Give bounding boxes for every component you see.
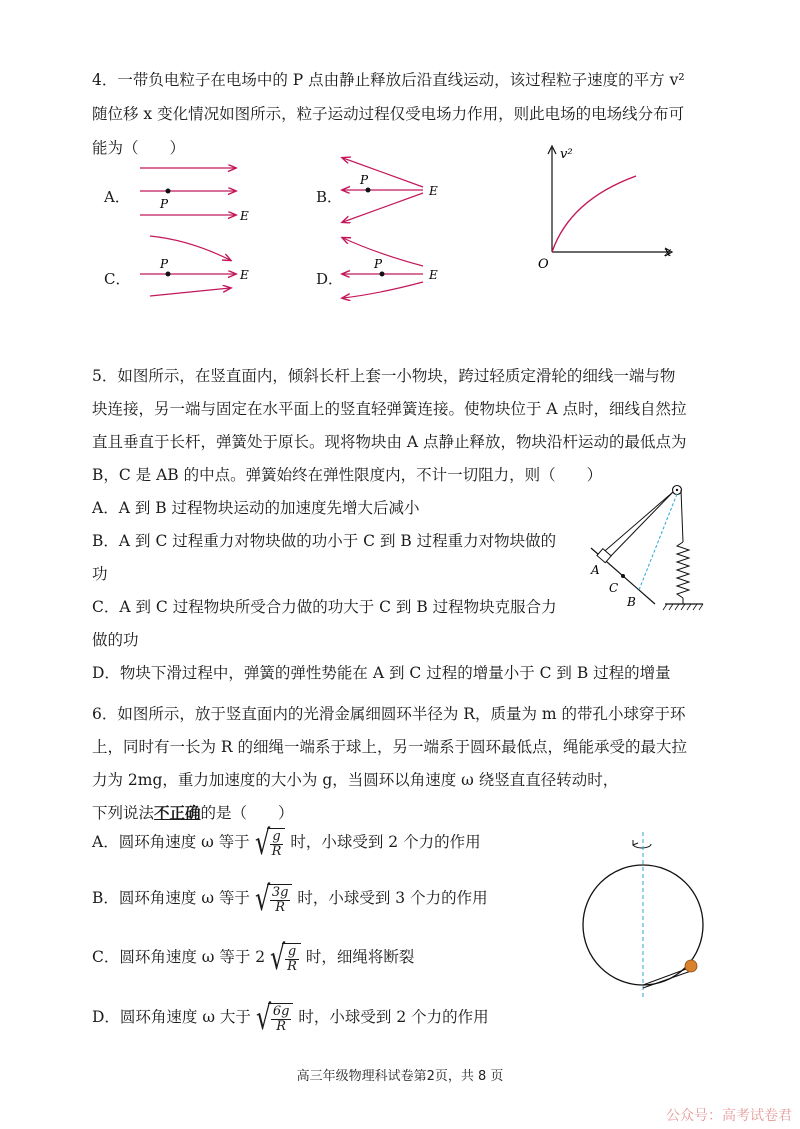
q6-option-b-pre: B．圆环角速度 ω 等于	[92, 889, 250, 908]
q4-velocity-graph	[530, 140, 680, 270]
q5-fig-label-b: B	[627, 595, 636, 609]
q4-field-diagram-d	[338, 232, 448, 302]
q4-option-b-label: B．	[316, 188, 343, 206]
q6-option-c: C．圆环角速度 ω 等于 2 √ $\frac{g}{R}$ 时，细绳将断裂	[92, 938, 415, 978]
q6-rotating-ring-figure	[575, 828, 715, 1008]
page-footer: 高三年级物理科试卷第2页，共 8 页	[296, 1069, 504, 1084]
q4-option-c-label: C．	[104, 270, 131, 288]
q6-stem-line4	[92, 801, 294, 823]
q6-option-d-pre: D．圆环角速度 ω 大于	[92, 1008, 251, 1027]
q4-d-point-label: P	[374, 257, 383, 271]
q4-c-point-label: P	[160, 257, 169, 271]
q5-stem-line4: B，C 是 AB 的中点。弹簧始终在弹性限度内，不计一切阻力，则（ ）	[92, 466, 603, 484]
q6-option-a-pre: A．圆环角速度 ω 等于	[92, 833, 250, 852]
q6-option-a-post: 时，小球受到 2 个力的作用	[290, 833, 481, 852]
q5-option-b-line2: 功	[92, 565, 108, 583]
q6-stem-line3: 力为 2mg，重力加速度的大小为 g，当圆环以角速度 ω 绕竖直直径转动时，	[92, 771, 619, 789]
q4-field-diagram-b	[338, 152, 448, 232]
q4-field-diagram-c	[140, 232, 270, 302]
q4-graph-curve	[552, 176, 636, 252]
q6-option-d-den: R	[276, 1018, 287, 1034]
q4-field-diagram-a	[140, 158, 270, 228]
q6-option-b: B．圆环角速度 ω 等于 √ $\frac{3g}{R}$ 时，小球受到 3 个力的作用	[92, 879, 488, 919]
q5-option-b-line1: B．A 到 C 过程重力对物块做的功小于 C 到 B 过程重力对物块做的	[92, 532, 557, 550]
q6-option-c-den: R	[287, 958, 297, 974]
q6-option-b-post: 时，小球受到 3 个力的作用	[297, 889, 488, 908]
q6-option-d: D．圆环角速度 ω 大于 √ $\frac{6g}{R}$ 时，小球受到 2 个力的作用	[92, 998, 489, 1038]
q6-stem-line2: 上，同时有一长为 R 的细绳一端系于球上，另一端系于圆环最低点，绳能承受的最大拉	[92, 738, 688, 756]
q4-graph-xlabel: x	[664, 245, 672, 260]
q5-option-d: D．物块下滑过程中，弹簧的弹性势能在 A 到 C 过程的增量小于 C 到 B 过程的增量	[92, 664, 671, 682]
q5-option-c-line1: C．A 到 C 过程物块所受合力做的功大于 C 到 B 过程物块克服合力	[92, 598, 557, 616]
q4-graph-origin: O	[538, 257, 549, 270]
q4-stem-line1: 4．一带负电粒子在电场中的 P 点由静止释放后沿直线运动，该过程粒子速度的平方 v²	[92, 71, 685, 89]
q5-stem-line1: 5．如图所示，在竖直面内，倾斜长杆上套一小物块，跨过轻质定滑轮的细线一端与物	[92, 367, 676, 385]
q5-option-a: A．A 到 B 过程物块运动的加速度先增大后减小	[92, 499, 420, 517]
q5-fig-label-c: C	[609, 581, 619, 595]
q6-option-d-num: 6g	[272, 1004, 290, 1019]
q6-option-b-num: 3g	[271, 885, 289, 900]
q4-b-point-label: P	[360, 173, 369, 187]
rotation-arrow-icon	[633, 844, 651, 848]
q5-stem-line2: 块连接，另一端与固定在水平面上的竖直轻弹簧连接。使物块位于 A 点时，细线自然拉	[92, 400, 687, 418]
q5-stem-line3: 直且垂直于长杆，弹簧处于原长。现将物块由 A 点静止释放，物块沿杆运动的最低点为	[92, 433, 687, 451]
q4-stem-line3: 能为（ ）	[92, 139, 186, 157]
q6-option-a-den: R	[271, 843, 282, 859]
q4-a-point-label: P	[160, 197, 169, 211]
q6-option-a-num: g	[270, 830, 284, 845]
q4-option-d-label: D．	[316, 270, 344, 288]
q4-a-field-label: E	[240, 209, 249, 223]
q6-option-c-post: 时，细绳将断裂	[305, 948, 415, 967]
q4-b-field-label: E	[429, 184, 438, 198]
q6-option-c-pre: C．圆环角速度 ω 等于 2	[92, 948, 266, 967]
q4-c-field-label: E	[240, 268, 249, 282]
q4-graph-ylabel: v²	[560, 147, 573, 162]
q4-d-field-label: E	[429, 268, 438, 282]
q4-option-a-label: A．	[104, 188, 130, 206]
q5-fig-label-a: A	[591, 563, 600, 577]
q6-option-a: A．圆环角速度 ω 等于 √ $\frac{g}{R}$ 时，小球受到 2 个力的作用	[92, 823, 481, 863]
q6-option-c-num: g	[285, 945, 299, 960]
q4-stem-line2: 随位移 x 变化情况如图所示，粒子运动过程仅受电场力作用，则此电场的电场线分布可	[92, 105, 685, 123]
q6-stem-line1: 6．如图所示，放于竖直面内的光滑金属细圆环半径为 R，质量为 m 的带孔小球穿于环	[92, 705, 686, 723]
watermark: 公众号：高考试卷君	[666, 1108, 792, 1124]
q5-option-c-line2: 做的功	[92, 631, 139, 649]
q6-stem-line4-pre: 下列说法	[92, 804, 155, 822]
q6-stem-emphasis: 不正确	[154, 803, 201, 822]
q6-option-d-post: 时，小球受到 2 个力的作用	[298, 1008, 489, 1027]
q6-stem-line4-post: 的是（ ）	[200, 804, 294, 822]
q5-rod-pulley-spring-figure	[585, 480, 715, 620]
q6-option-b-den: R	[275, 899, 286, 915]
